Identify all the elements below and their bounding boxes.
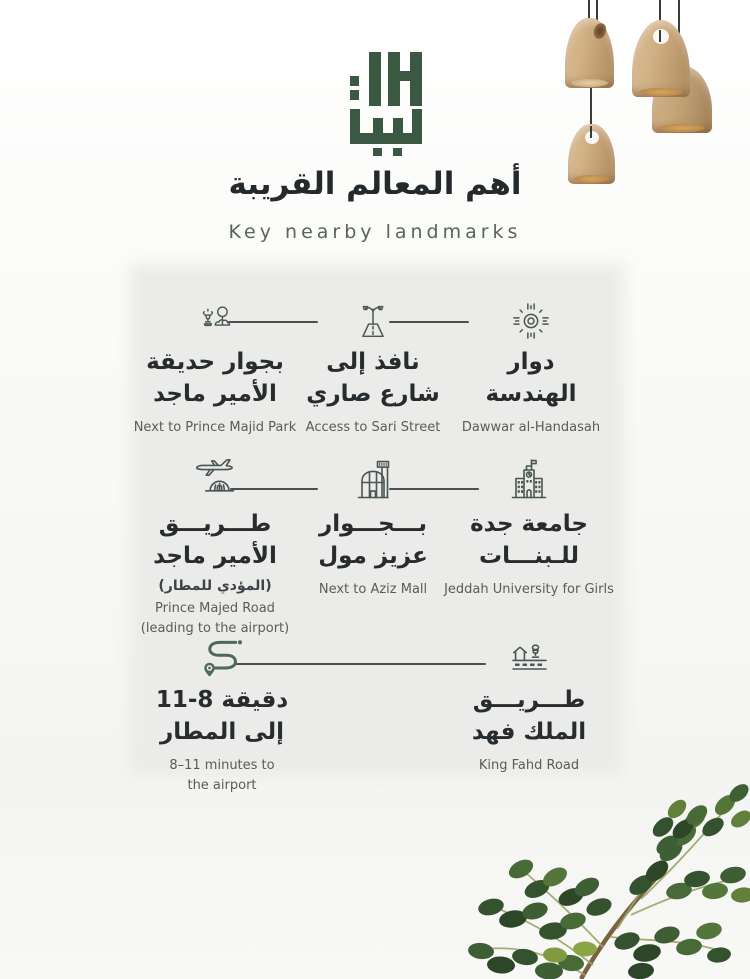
landmark-card-aziz-mall <box>283 450 463 600</box>
landmark-name-english <box>169 756 274 795</box>
landmark-name-arabic <box>156 684 288 748</box>
landmark-name-english: Next to Aziz Mall <box>318 582 428 598</box>
lamp-cord <box>590 126 592 138</box>
landmark-card-jeddah-university <box>439 450 619 600</box>
lamp-cord <box>659 30 661 42</box>
english-line: 8–11 minutes to <box>169 758 275 774</box>
landmark-card-prince-majid-park <box>125 296 305 438</box>
landmark-card-king-fahd-road <box>439 632 619 776</box>
street-access-icon <box>352 296 394 342</box>
winding-road-pin-icon <box>193 632 251 680</box>
landmark-name-english: King Fahd Road <box>478 758 580 774</box>
king-fahd-road-icon <box>505 632 553 680</box>
arabic-line: نافذ إلى <box>326 349 420 375</box>
airplane-hangar-icon <box>189 450 241 504</box>
landmark-name-english: Jeddah University for Girls <box>444 582 614 598</box>
english-line: Prince Majed Road <box>155 601 275 617</box>
arabic-line: الأمير ماجد <box>153 381 277 408</box>
landmark-name-arabic <box>472 684 586 748</box>
landmark-name-arabic <box>486 346 577 410</box>
arabic-line: 11-8 دقيقة <box>155 687 289 713</box>
university-icon <box>505 450 553 504</box>
lamp-cord <box>590 86 592 126</box>
landmark-name-arabic <box>306 346 439 410</box>
landmark-name-arabic <box>146 346 284 410</box>
arabic-line: شارع صاري <box>306 381 440 408</box>
landmark-name-arabic <box>318 508 428 572</box>
english-line: the airport <box>187 777 257 793</box>
arabic-line: الأمير ماجد <box>153 543 277 570</box>
english-line: (leading to the airport) <box>140 620 290 636</box>
landmark-card-roundabout <box>441 296 621 438</box>
arabic-line: بـــجـــوار <box>319 511 427 537</box>
landmark-name-english: Next to Prince Majid Park <box>133 420 297 436</box>
landmark-name-arabic <box>470 508 588 572</box>
arabic-line: للـبنـــات <box>479 543 579 570</box>
brand-logo-icon <box>350 44 422 156</box>
landmark-card-sari-street <box>283 296 463 438</box>
mall-icon <box>349 450 397 504</box>
arabic-line: إلى المطار <box>159 719 285 746</box>
landmark-name-arabic <box>153 508 277 572</box>
arabic-line: جامعة جدة <box>470 511 588 537</box>
landmark-note-arabic: (المؤدي للمطار) <box>158 578 272 595</box>
arabic-line: الملك فهد <box>471 719 587 746</box>
leaf-branch-decoration <box>435 779 750 979</box>
arabic-line: طـــريـــق <box>158 511 272 537</box>
landmark-card-prince-majed-road <box>125 450 305 638</box>
arabic-line: طـــريـــق <box>472 687 586 713</box>
park-icon <box>194 296 236 342</box>
landmark-card-airport-minutes <box>132 632 312 795</box>
pendant-lamp <box>565 18 614 88</box>
landmark-name-english: Dawwar al-Handasah <box>461 420 601 436</box>
page-subtitle-english: Key nearby landmarks <box>228 221 522 243</box>
arabic-line: عزيز مول <box>318 543 428 570</box>
arabic-line: دوار <box>507 349 555 375</box>
pendant-lamp <box>632 20 690 97</box>
roundabout-icon <box>510 296 552 342</box>
arabic-line: الهندسة <box>485 381 577 408</box>
landmark-name-english: Access to Sari Street <box>305 420 441 436</box>
page-title-arabic: أهم المعالم القريبة <box>228 166 522 202</box>
arabic-line: بجوار حديقة <box>146 349 284 375</box>
